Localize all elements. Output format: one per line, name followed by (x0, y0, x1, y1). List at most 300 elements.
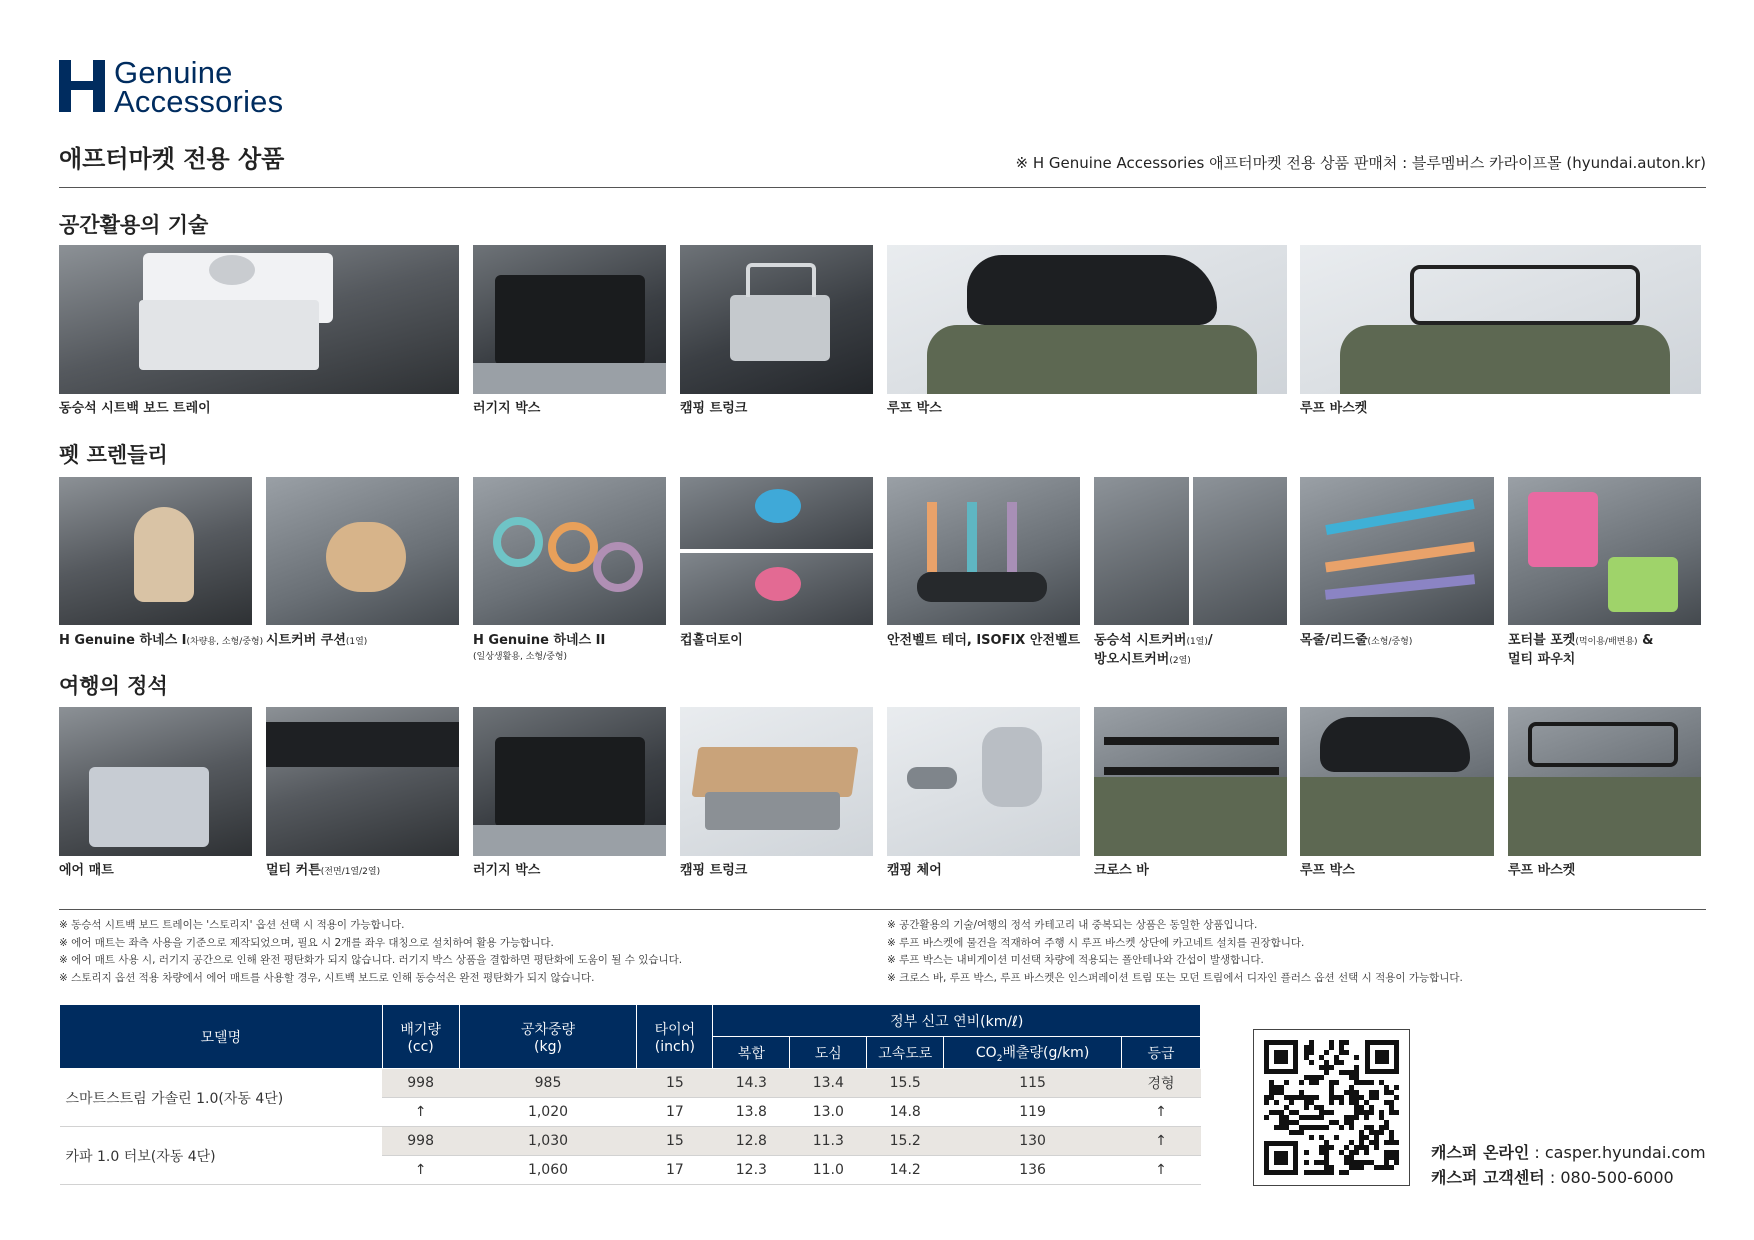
qr-module (1334, 1060, 1339, 1065)
col-fuel-group: 정부 신고 연비(km/ℓ) (713, 1005, 1201, 1037)
qr-module (1359, 1110, 1364, 1115)
qr-module (1354, 1160, 1359, 1165)
qr-module (1289, 1120, 1294, 1125)
qr-module (1274, 1125, 1279, 1130)
qr-module (1319, 1160, 1324, 1165)
qr-module (1354, 1145, 1359, 1150)
qr-module (1394, 1155, 1399, 1160)
product-label: 시트커버 쿠션(1열) (266, 633, 368, 648)
product-label: 루프 바스켓 (1508, 863, 1576, 878)
qr-module (1309, 1045, 1314, 1050)
col-co2: $CO_2$배출량(g/km) (944, 1037, 1122, 1069)
qr-module (1329, 1100, 1334, 1105)
qr-module (1309, 1040, 1314, 1045)
qr-module (1304, 1160, 1309, 1165)
brand-wordmark: Genuine Accessories (114, 55, 284, 119)
qr-module (1379, 1130, 1384, 1135)
qr-module (1354, 1150, 1359, 1155)
qr-module (1339, 1045, 1344, 1050)
qr-module (1369, 1080, 1374, 1085)
product-label: 루프 박스 (1300, 863, 1355, 878)
harness-ii-photo (473, 477, 666, 625)
qr-module (1374, 1095, 1379, 1100)
roof-box-photo (1300, 707, 1494, 856)
qr-module (1369, 1090, 1374, 1095)
qr-module (1289, 1095, 1294, 1100)
notes-right: ※ 공간활용의 기술/여행의 정석 카테고리 내 중복되는 상품은 동일한 상품입니다. ※ 루프 바스켓에 물건을 적재하여 주행 시 루프 바스켓 상단에 카고네트 설치를 권장합니다. ※ 루프 박스는 내비게이션 미선택 차량에 적용되는 폴안테나와 간섭이 발생합니다. ※ 크로스 바, 루프 박스, 루프 바스켓은 인스퍼레이션 트림 또는 모던 트림에서 디자인 플러스 옵션 선택 시 적용이 가능합니다. (887, 919, 1463, 984)
qr-module (1329, 1080, 1334, 1085)
qr-module (1314, 1095, 1319, 1100)
qr-module (1309, 1115, 1314, 1120)
qr-module (1369, 1110, 1374, 1115)
qr-module (1349, 1100, 1354, 1105)
qr-module (1364, 1145, 1369, 1150)
vendor-note: ※ H Genuine Accessories 애프터마켓 전용 상품 판매처 : 블루멤버스 카라이프몰 (hyundai.auton.kr) (1015, 154, 1706, 172)
qr-module (1339, 1125, 1344, 1130)
product-label: 안전벨트 테더, ISOFIX 안전벨트 (887, 633, 1081, 648)
qr-module (1344, 1090, 1349, 1095)
model-name: 카파 1.0 터보(자동 4단) (60, 1127, 383, 1185)
qr-module (1389, 1165, 1394, 1170)
qr-module (1394, 1095, 1399, 1100)
qr-module (1289, 1110, 1294, 1115)
qr-module (1324, 1065, 1329, 1070)
qr-module (1349, 1070, 1354, 1075)
qr-module (1294, 1110, 1299, 1115)
section-title-pet: 펫 프렌들리 (59, 443, 168, 467)
qr-module (1359, 1145, 1364, 1150)
seat-cover-cushion-photo (266, 477, 459, 625)
luggage-box-photo (473, 245, 666, 394)
camping-chair-photo (887, 707, 1080, 856)
qr-module (1364, 1110, 1369, 1115)
qr-module (1319, 1150, 1324, 1155)
product-label: 포터블 포켓(먹이용/배변용) & 멀티 파우치 (1508, 633, 1654, 667)
qr-module (1374, 1140, 1379, 1145)
qr-module (1319, 1125, 1324, 1130)
qr-module (1344, 1145, 1349, 1150)
qr-module (1334, 1120, 1339, 1125)
qr-module (1299, 1080, 1304, 1085)
qr-module (1364, 1125, 1369, 1130)
cupholder-toy-photo (680, 477, 873, 625)
qr-module (1374, 1130, 1379, 1135)
qr-module (1264, 1100, 1269, 1105)
qr-module (1354, 1070, 1359, 1075)
qr-module (1384, 1120, 1389, 1125)
qr-module (1354, 1055, 1359, 1060)
qr-module (1324, 1125, 1329, 1130)
qr-module (1329, 1090, 1334, 1095)
qr-module (1304, 1100, 1309, 1105)
qr-module (1279, 1115, 1284, 1120)
qr-module (1319, 1115, 1324, 1120)
qr-module (1339, 1070, 1344, 1075)
qr-code-icon[interactable] (1253, 1029, 1410, 1186)
product-label: 컵홀더토이 (680, 633, 743, 648)
qr-module (1329, 1095, 1334, 1100)
qr-module (1304, 1125, 1309, 1130)
qr-module (1344, 1050, 1349, 1055)
qr-module (1374, 1135, 1379, 1140)
product-label: 목줄/리드줄(소형/중형) (1300, 633, 1413, 648)
qr-module (1354, 1065, 1359, 1070)
qr-module (1344, 1160, 1349, 1165)
qr-module (1344, 1120, 1349, 1125)
qr-module (1279, 1090, 1284, 1095)
harness-photo (59, 477, 252, 625)
qr-module (1314, 1170, 1319, 1175)
qr-module (1289, 1130, 1294, 1135)
header-divider (59, 187, 1706, 188)
roof-box-photo (887, 245, 1287, 394)
qr-module (1359, 1130, 1364, 1135)
table-row: 카파 1.0 터보(자동 4단) 998 1,030 15 12.8 11.3 15.2 130 ↑ (60, 1127, 1201, 1156)
qr-module (1384, 1085, 1389, 1090)
qr-module (1269, 1110, 1274, 1115)
portable-pocket-photo (1508, 477, 1701, 625)
qr-module (1269, 1080, 1274, 1085)
qr-module (1349, 1165, 1354, 1170)
qr-module (1289, 1100, 1294, 1105)
qr-module (1309, 1125, 1314, 1130)
qr-module (1329, 1085, 1334, 1090)
qr-module (1284, 1080, 1289, 1085)
qr-module (1274, 1110, 1279, 1115)
qr-module (1319, 1075, 1324, 1080)
product-label: 루프 바스켓 (1300, 401, 1368, 416)
col-grade: 등급 (1122, 1037, 1201, 1069)
qr-module (1279, 1110, 1284, 1115)
qr-module (1379, 1110, 1384, 1115)
qr-module (1384, 1165, 1389, 1170)
qr-module (1324, 1060, 1329, 1065)
qr-module (1309, 1080, 1314, 1085)
qr-module (1354, 1165, 1359, 1170)
air-mat-photo (59, 707, 252, 856)
qr-module (1294, 1095, 1299, 1100)
camping-trunk-photo (680, 245, 873, 394)
qr-module (1299, 1130, 1304, 1135)
camping-trunk-photo (680, 707, 873, 856)
product-label: 멀티 커튼(전면/1열/2열) (266, 863, 381, 878)
col-model: 모델명 (60, 1005, 383, 1069)
luggage-box-photo (473, 707, 666, 856)
qr-module (1329, 1045, 1334, 1050)
qr-module (1389, 1130, 1394, 1135)
table-row: ↑ 1,020 17 13.8 13.0 14.8 119 ↑ (60, 1098, 1201, 1127)
qr-module (1314, 1125, 1319, 1130)
qr-module (1389, 1140, 1394, 1145)
qr-module (1384, 1100, 1389, 1105)
qr-module (1299, 1115, 1304, 1120)
qr-module (1359, 1165, 1364, 1170)
qr-module (1349, 1090, 1354, 1095)
qr-module (1389, 1110, 1394, 1115)
qr-module (1384, 1155, 1389, 1160)
qr-module (1309, 1050, 1314, 1055)
qr-module (1369, 1140, 1374, 1145)
section-title-space: 공간활용의 기술 (59, 213, 209, 237)
qr-module (1284, 1105, 1289, 1110)
qr-module (1274, 1100, 1279, 1105)
spec-table (59, 1004, 1201, 1185)
qr-code-graphic (1254, 1030, 1409, 1185)
qr-module (1369, 1105, 1374, 1110)
qr-module (1364, 1150, 1369, 1155)
qr-module (1359, 1135, 1364, 1140)
qr-module (1344, 1115, 1349, 1120)
cross-bar-photo (1094, 707, 1287, 856)
qr-module (1384, 1140, 1389, 1145)
qr-module (1304, 1045, 1309, 1050)
qr-module (1299, 1125, 1304, 1130)
section-title-travel: 여행의 정석 (59, 674, 168, 698)
qr-module (1389, 1105, 1394, 1110)
qr-module (1354, 1080, 1359, 1085)
qr-module (1374, 1165, 1379, 1170)
qr-module (1269, 1090, 1274, 1095)
qr-module (1284, 1095, 1289, 1100)
qr-module (1329, 1040, 1334, 1045)
product-label: 동승석 시트백 보드 트레이 (59, 401, 211, 416)
model-name: 스마트스트림 가솔린 1.0(자동 4단) (60, 1069, 383, 1127)
qr-module (1339, 1150, 1344, 1155)
qr-module (1309, 1095, 1314, 1100)
qr-module (1284, 1125, 1289, 1130)
qr-module (1359, 1105, 1364, 1110)
qr-module (1304, 1105, 1309, 1110)
qr-module (1284, 1115, 1289, 1120)
qr-module (1269, 1085, 1274, 1090)
product-label: 캠핑 트렁크 (680, 401, 748, 416)
qr-module (1314, 1080, 1319, 1085)
qr-module (1334, 1135, 1339, 1140)
col-displacement: 배기량 (cc) (382, 1005, 459, 1069)
qr-module (1349, 1085, 1354, 1090)
qr-module (1264, 1115, 1269, 1120)
product-label: 에어 매트 (59, 863, 114, 878)
product-label: 캠핑 트렁크 (680, 863, 748, 878)
qr-module (1279, 1125, 1284, 1130)
qr-module (1389, 1155, 1394, 1160)
qr-module (1329, 1165, 1334, 1170)
notes-divider (59, 909, 1706, 910)
col-weight: 공차중량 (kg) (459, 1005, 637, 1069)
qr-module (1344, 1170, 1349, 1175)
qr-module (1269, 1095, 1274, 1100)
qr-module (1279, 1085, 1284, 1090)
qr-module (1324, 1110, 1329, 1115)
qr-module (1314, 1105, 1319, 1110)
product-label: H Genuine 하네스 I(차량용, 소형/중형) (59, 633, 264, 648)
multi-curtain-photo (266, 707, 459, 856)
qr-module (1344, 1040, 1349, 1045)
qr-module (1394, 1150, 1399, 1155)
qr-module (1314, 1075, 1319, 1080)
qr-module (1364, 1135, 1369, 1140)
qr-module (1389, 1100, 1394, 1105)
seatback-tray-photo (59, 245, 459, 394)
qr-module (1384, 1090, 1389, 1095)
qr-module (1359, 1080, 1364, 1085)
qr-module (1304, 1095, 1309, 1100)
col-city: 도심 (790, 1037, 867, 1069)
qr-module (1349, 1095, 1354, 1100)
qr-module (1359, 1160, 1364, 1165)
seat-cover-photo (1094, 477, 1287, 625)
qr-module (1379, 1165, 1384, 1170)
qr-module (1279, 1120, 1284, 1125)
qr-module (1334, 1055, 1339, 1060)
qr-module (1344, 1070, 1349, 1075)
qr-module (1339, 1060, 1344, 1065)
qr-module (1384, 1150, 1389, 1155)
qr-module (1349, 1120, 1354, 1125)
qr-module (1364, 1115, 1369, 1120)
qr-module (1264, 1095, 1269, 1100)
qr-module (1299, 1090, 1304, 1095)
qr-module (1304, 1075, 1309, 1080)
col-combined: 복합 (713, 1037, 790, 1069)
qr-module (1354, 1100, 1359, 1105)
qr-module (1359, 1095, 1364, 1100)
qr-module (1389, 1090, 1394, 1095)
qr-module (1324, 1145, 1329, 1150)
qr-module (1379, 1115, 1384, 1120)
col-tire: 타이어 (inch) (637, 1005, 713, 1069)
qr-module (1304, 1150, 1309, 1155)
qr-module (1354, 1105, 1359, 1110)
product-label: 러기지 박스 (473, 863, 541, 878)
qr-module (1324, 1070, 1329, 1075)
qr-module (1339, 1170, 1344, 1175)
qr-module (1334, 1080, 1339, 1085)
qr-module (1354, 1110, 1359, 1115)
qr-module (1364, 1080, 1369, 1085)
qr-module (1294, 1120, 1299, 1125)
leash-photo (1300, 477, 1494, 625)
qr-module (1389, 1135, 1394, 1140)
qr-module (1319, 1065, 1324, 1070)
qr-module (1304, 1170, 1309, 1175)
qr-module (1329, 1120, 1334, 1125)
qr-module (1329, 1145, 1334, 1150)
qr-module (1374, 1145, 1379, 1150)
qr-module (1309, 1135, 1314, 1140)
product-label: 캠핑 체어 (887, 863, 942, 878)
qr-module (1349, 1140, 1354, 1145)
qr-module (1374, 1090, 1379, 1095)
qr-module (1324, 1170, 1329, 1175)
qr-module (1384, 1125, 1389, 1130)
qr-module (1319, 1145, 1324, 1150)
qr-module (1369, 1130, 1374, 1135)
qr-module (1319, 1105, 1324, 1110)
qr-module (1339, 1050, 1344, 1055)
page-title: 애프터마켓 전용 상품 (59, 145, 285, 173)
qr-module (1304, 1115, 1309, 1120)
qr-module (1319, 1110, 1324, 1115)
qr-module (1319, 1170, 1324, 1175)
qr-module (1394, 1110, 1399, 1115)
qr-module (1324, 1150, 1329, 1155)
notes-left: ※ 동승석 시트백 보드 트레이는 '스토리지' 옵션 선택 시 적용이 가능합니다. ※ 에어 매트는 좌측 사용을 기준으로 제작되었으며, 필요 시 2개를 좌우 대칭으로 설치하여 활용 가능합니다. ※ 에어 매트 사용 시, 러기지 공간으로 인해 완전 평탄화가 되지 않습니다. 러기지 박스 상품을 결합하면 평탄화에 도움이 될 수 있습니다. ※ 스토리지 옵션 적용 차량에서 에어 매트를 사용할 경우, 시트백 보드로 인해 동승석은 완전 평탄화가 되지 않습니다. (59, 919, 683, 984)
qr-module (1354, 1095, 1359, 1100)
table-row: ↑ 1,060 17 12.3 11.0 14.2 136 ↑ (60, 1156, 1201, 1185)
qr-module (1329, 1110, 1334, 1115)
qr-module (1354, 1075, 1359, 1080)
product-label: 동승석 시트커버(1열)/ 방오시트커버(2열) (1094, 633, 1213, 667)
contact-center[interactable]: 캐스퍼 고객센터 : 080-500-6000 (1431, 1168, 1674, 1187)
qr-module (1324, 1155, 1329, 1160)
qr-module (1324, 1140, 1329, 1145)
qr-module (1349, 1150, 1354, 1155)
hyundai-h-icon (59, 60, 105, 112)
qr-module (1394, 1085, 1399, 1090)
qr-module (1309, 1060, 1314, 1065)
col-highway: 고속도로 (867, 1037, 944, 1069)
qr-module (1354, 1115, 1359, 1120)
qr-module (1354, 1090, 1359, 1095)
qr-module (1349, 1160, 1354, 1165)
qr-module (1334, 1095, 1339, 1100)
qr-module (1349, 1125, 1354, 1130)
qr-module (1369, 1125, 1374, 1130)
qr-module (1344, 1155, 1349, 1160)
qr-module (1284, 1120, 1289, 1125)
qr-module (1379, 1080, 1384, 1085)
qr-module (1349, 1115, 1354, 1120)
roof-basket-photo (1300, 245, 1701, 394)
qr-module (1294, 1130, 1299, 1135)
qr-module (1304, 1055, 1309, 1060)
qr-module (1389, 1150, 1394, 1155)
qr-module (1339, 1100, 1344, 1105)
qr-module (1304, 1050, 1309, 1055)
qr-module (1309, 1170, 1314, 1175)
qr-module (1394, 1140, 1399, 1145)
product-label: H Genuine 하네스 II (일상생활용, 소형/중형) (473, 633, 606, 662)
qr-module (1369, 1160, 1374, 1165)
product-label: 루프 박스 (887, 401, 942, 416)
table-row: 스마트스트림 가솔린 1.0(자동 4단) 998 985 15 14.3 13.4 15.5 115 경형 (60, 1069, 1201, 1098)
contact-online[interactable]: 캐스퍼 온라인 : casper.hyundai.com (1431, 1143, 1706, 1162)
qr-module (1369, 1095, 1374, 1100)
roof-basket-photo (1508, 707, 1701, 856)
qr-module (1274, 1090, 1279, 1095)
qr-module (1329, 1170, 1334, 1175)
qr-module (1324, 1165, 1329, 1170)
qr-module (1364, 1160, 1369, 1165)
qr-module (1339, 1095, 1344, 1100)
seatbelt-tether-photo (887, 477, 1080, 625)
qr-module (1274, 1085, 1279, 1090)
qr-module (1349, 1155, 1354, 1160)
qr-module (1339, 1040, 1344, 1045)
qr-module (1394, 1160, 1399, 1165)
qr-module (1384, 1160, 1389, 1165)
product-label: 크로스 바 (1094, 863, 1149, 878)
qr-module (1324, 1160, 1329, 1165)
qr-module (1319, 1135, 1324, 1140)
qr-module (1379, 1125, 1384, 1130)
product-label: 러기지 박스 (473, 401, 541, 416)
qr-module (1364, 1100, 1369, 1105)
qr-module (1299, 1095, 1304, 1100)
qr-module (1319, 1055, 1324, 1060)
qr-module (1349, 1075, 1354, 1080)
